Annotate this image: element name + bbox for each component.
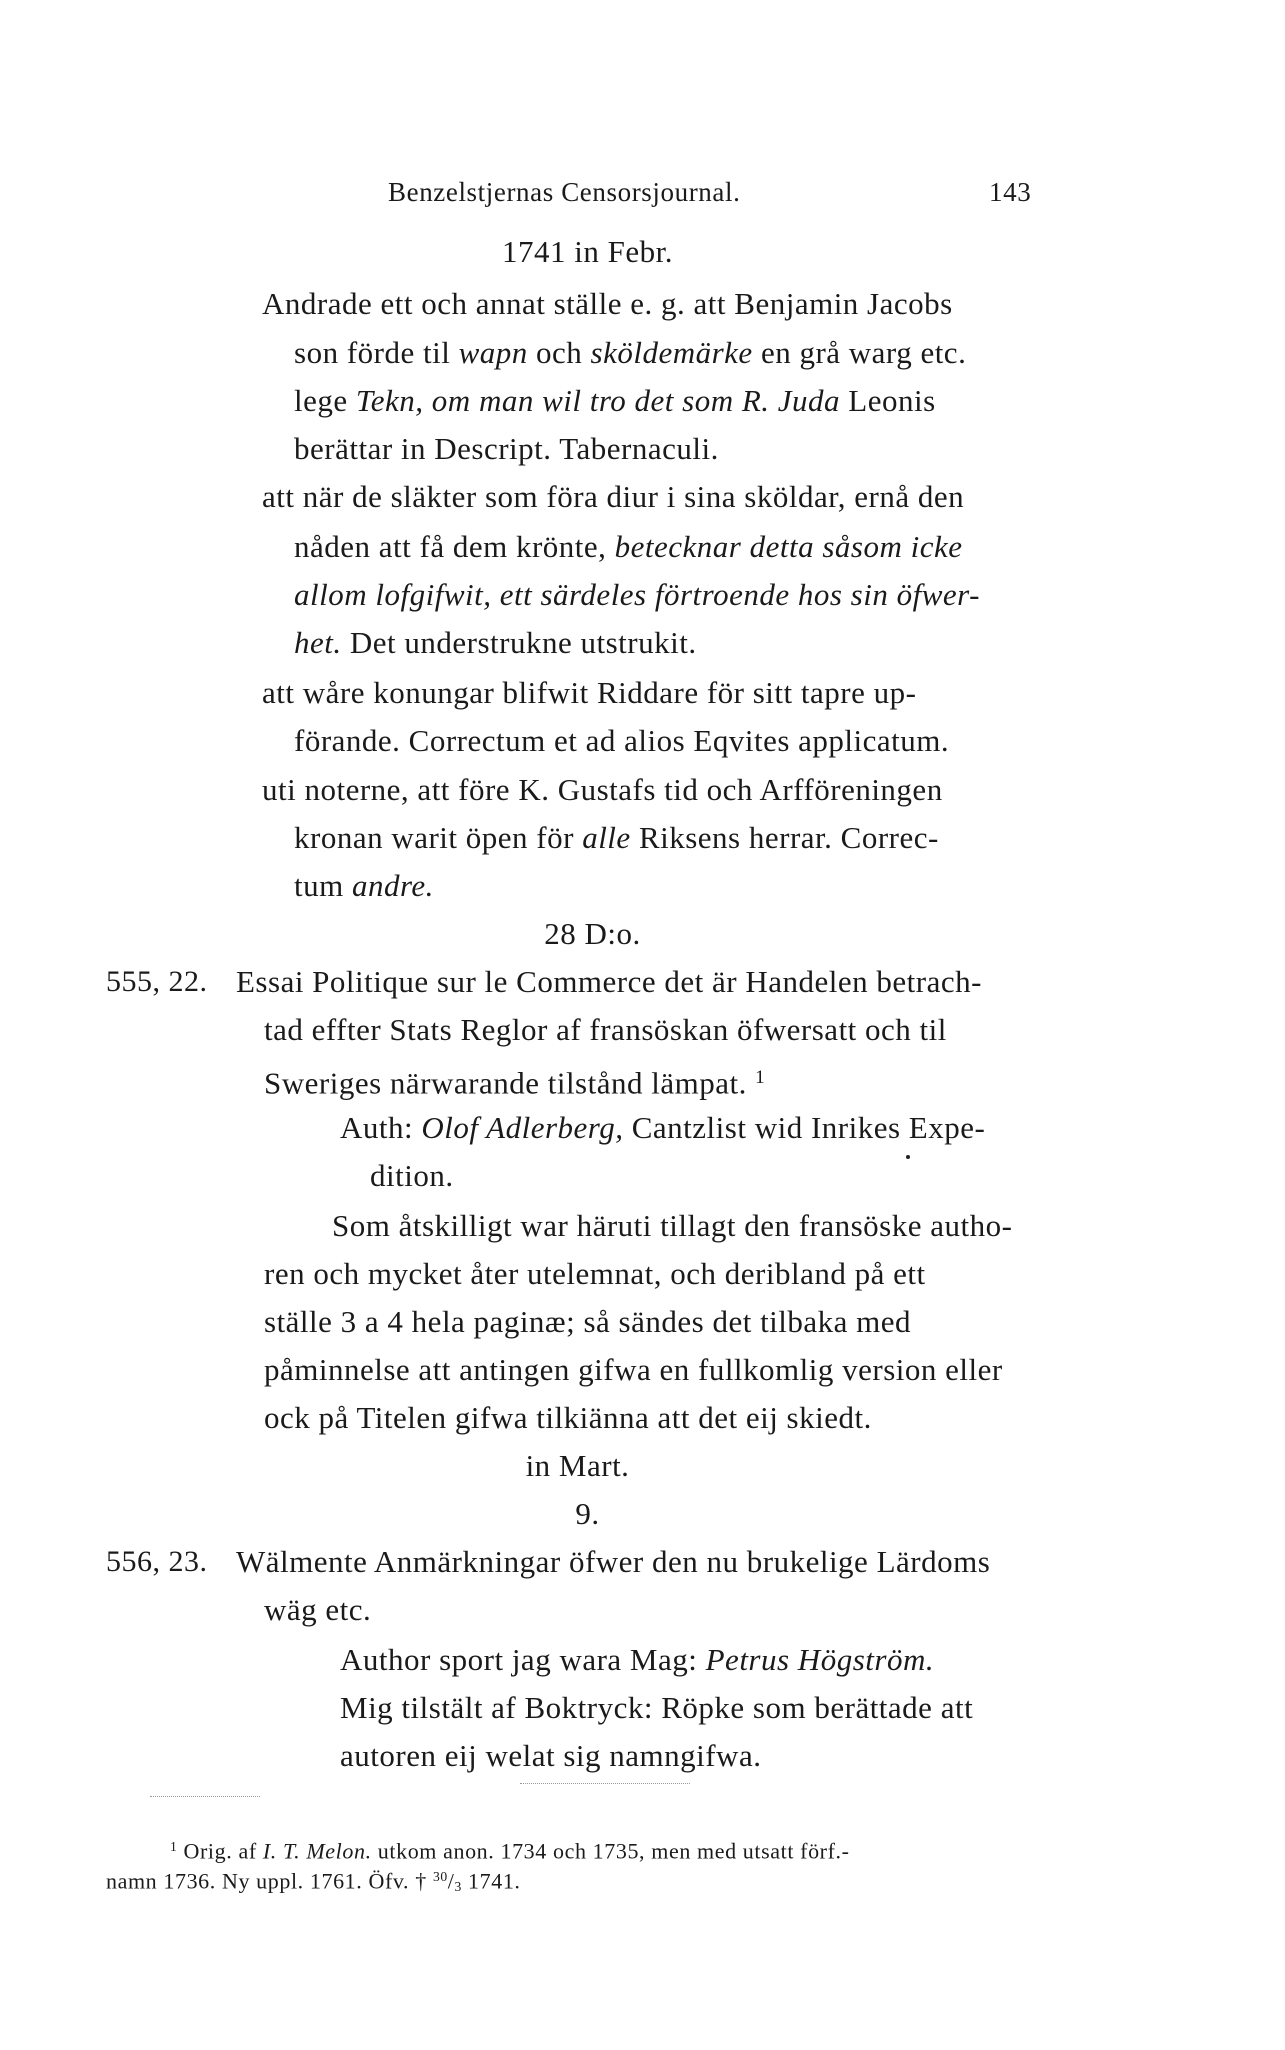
text-line: uti noterne, att före K. Gustafs tid och Arfföreningen: [262, 772, 943, 807]
text-line: wäg etc.: [264, 1592, 372, 1627]
text-line: berättar in Descript. Tabernaculi.: [294, 431, 719, 466]
footnote-separator: [520, 1783, 690, 1784]
italic-span: I. T. Melon.: [262, 1838, 372, 1864]
text-line: [294, 527, 963, 567]
text-span: /: [447, 1868, 455, 1894]
superscript: 30: [432, 1869, 448, 1884]
text-span: nåden att få dem krönte,: [294, 529, 615, 564]
text-line: ställe 3 a 4 hela paginæ; så sändes det tilbaka med: [264, 1304, 912, 1339]
text-line: autoren eij welat sig namngifwa.: [340, 1738, 762, 1773]
footnote-mark: 1: [755, 1067, 766, 1088]
text-span: utkom anon. 1734 och 1735, men med utsatt förf.-: [371, 1838, 850, 1864]
text-span: kronan warit öpen för: [294, 820, 583, 855]
date-heading: 9.: [575, 1496, 600, 1531]
subscript: 3: [454, 1879, 462, 1895]
text-span: namn 1736. Ny uppl. 1761. Öfv. †: [106, 1868, 433, 1894]
text-line: Som åtskilligt war häruti tillagt den fransöske autho-: [332, 1208, 1013, 1243]
text-span: och: [527, 335, 591, 370]
text-line: [294, 818, 939, 858]
text-line: Mig tilstält af Boktryck: Röpke som berättade att: [340, 1690, 974, 1725]
text-span: Author sport jag wara Mag:: [340, 1642, 706, 1677]
ink-dot: [906, 1155, 910, 1159]
text-span: en grå warg etc.: [752, 335, 967, 370]
italic-span: sköldemärke: [590, 335, 753, 370]
page-number: 143: [989, 177, 1032, 207]
text-line: [340, 1640, 934, 1680]
text-line: [294, 866, 434, 906]
text-line: att wåre konungar blifwit Riddare för sitt tapre up-: [262, 675, 917, 710]
text-span: Cantzlist wid Inrikes Expe-: [623, 1110, 986, 1145]
text-line: [264, 1058, 765, 1104]
text-line: Wälmente Anmärkningar öfwer den nu brukelige Lärdoms: [236, 1544, 991, 1579]
entry-number: 556, 23.: [106, 1545, 208, 1578]
italic-span: Tekn, om man wil tro det som R. Juda: [355, 383, 841, 418]
text-line: [294, 623, 697, 663]
italic-span: Olof Adlerberg,: [421, 1110, 624, 1145]
footnote-mark: 1: [170, 1839, 178, 1854]
running-title: Benzelstjernas Censorsjournal.: [388, 177, 741, 207]
text-line: ock på Titelen gifwa tilkiänna att det eij skiedt.: [264, 1400, 872, 1435]
text-span: Orig. af: [177, 1838, 263, 1864]
text-line: [340, 1108, 985, 1148]
text-span: 1741.: [461, 1868, 521, 1894]
text-span: Riksens herrar. Correc-: [630, 820, 939, 855]
entry-number: 555, 22.: [106, 965, 208, 998]
text-line: tad effter Stats Reglor af fransöskan öfwersatt och til: [264, 1012, 947, 1047]
text-line: att när de släkter som föra diur i sina sköldar, ernå den: [262, 479, 965, 514]
text-span: lege: [294, 383, 356, 418]
text-line: Andrade ett och annat ställe e. g. att Benjamin Jacobs: [262, 286, 953, 321]
text-line: ren och mycket åter utelemnat, och deribland på ett: [264, 1256, 926, 1291]
text-line: förande. Correctum et ad alios Eqvites applicatum.: [294, 723, 950, 758]
text-span: Sweriges närwarande tilstånd lämpat.: [264, 1065, 747, 1101]
text-span: tum: [294, 868, 352, 903]
italic-span: wapn: [458, 335, 528, 370]
text-span: Leonis: [840, 383, 936, 418]
text-span: son förde til: [294, 335, 459, 370]
italic-span: allom lofgifwit, ett särdeles förtroende hos sin öfwer-: [294, 577, 980, 612]
text-line: [294, 381, 936, 421]
text-line: Essai Politique sur le Commerce det är Handelen betrach-: [236, 964, 982, 999]
italic-span: het.: [294, 625, 342, 660]
text-span: Det understrukne utstrukit.: [341, 625, 697, 660]
text-line: [294, 575, 980, 615]
italic-span: andre.: [351, 868, 434, 903]
date-heading: in Mart.: [525, 1448, 630, 1483]
italic-span: betecknar detta såsom icke: [614, 529, 963, 564]
footnote-line: [106, 1862, 521, 1902]
date-heading: 28 D:o.: [544, 916, 641, 951]
date-heading: 1741 in Febr.: [502, 234, 673, 269]
italic-span: Petrus Högström.: [705, 1642, 935, 1677]
footnote-separator: [150, 1796, 260, 1797]
text-line: dition.: [370, 1158, 454, 1193]
text-line: påminnelse att antingen gifwa en fullkomlig version eller: [264, 1352, 1003, 1387]
italic-span: alle: [582, 820, 631, 855]
text-span: Auth:: [340, 1110, 422, 1145]
text-line: [294, 333, 966, 373]
